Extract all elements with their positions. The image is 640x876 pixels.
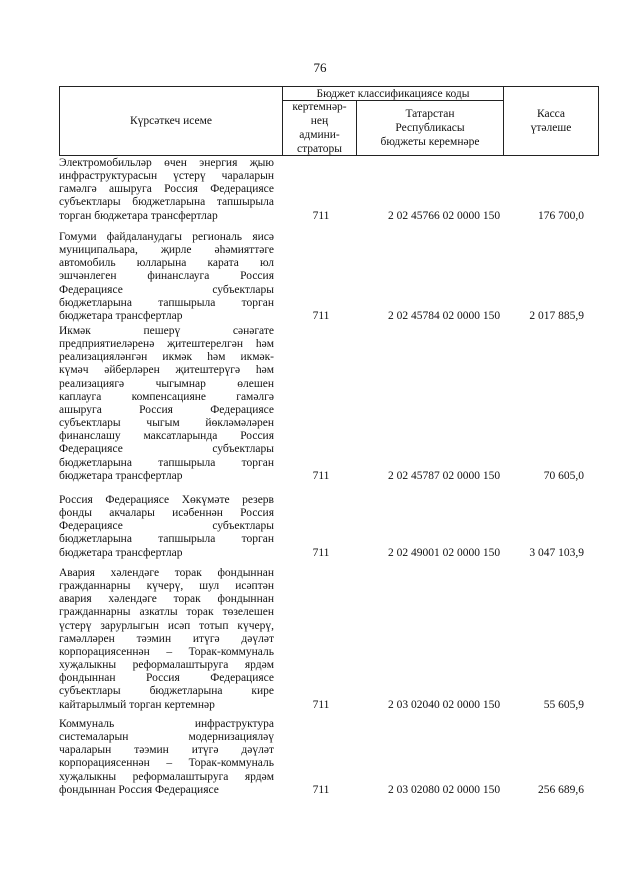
header-indicator-name: Күрсәткеч исеме <box>129 115 213 127</box>
row-description-line: муниципальара, җирле әһәмияттәге <box>59 244 274 257</box>
row-description-line: Федерациясе субъектлары <box>59 443 274 456</box>
row-admin-code: 711 <box>312 309 330 322</box>
row-description-line: фонды акчалары исәбеннән Россия <box>59 507 274 520</box>
row-description-line: фондыннан Россия Федерациясе <box>59 672 274 685</box>
row-budget-code: 2 03 02040 02 0000 150 <box>387 698 501 711</box>
row-description-line: хуҗалыкны реформалаштыруга ярдәм <box>59 659 274 672</box>
row-description-line: каплауга компенсацияне гамәлгә <box>59 390 274 403</box>
row-description-line: корпорациясеннән – Торак-коммуналь <box>59 757 274 770</box>
row-description <box>59 231 274 323</box>
row-description-line: автомобиль юлларына карата юл <box>59 257 274 270</box>
row-description-line: гражданнарны азкатлы торак төзелешен <box>59 606 274 619</box>
row-description-line: бюджетара трансфертлар <box>59 309 183 322</box>
header-budget-code-group: Бюджет классификациясе коды <box>316 87 470 100</box>
row-cash-value: 55 605,9 <box>543 698 584 711</box>
row-budget-code: 2 02 45766 02 0000 150 <box>387 209 501 222</box>
row-description-line: кайтарылмый торган кертемнәр <box>59 698 215 711</box>
row-description-line: системаларын модернизацияләү <box>59 731 274 744</box>
row-admin-code: 711 <box>312 783 330 796</box>
row-budget-code: 2 02 49001 02 0000 150 <box>387 546 501 559</box>
row-description-line: Гомуми файдаланудагы региональ яисә <box>59 231 274 243</box>
header-cash: Касса үтәлеше <box>530 108 572 134</box>
row-description-line: гражданнарны күчерү, шул исәптән <box>59 580 274 593</box>
row-admin-code: 711 <box>312 546 330 559</box>
header-indicator-name-cell <box>59 86 283 156</box>
row-description-line: бюджетларына тапшырыла торган <box>59 533 274 546</box>
row-description-line: Федерациясе субъектлары <box>59 283 274 296</box>
row-budget-code: 2 03 02080 02 0000 150 <box>387 783 501 796</box>
row-description-line: эшчәнлеген финанслауга Россия <box>59 270 274 283</box>
header-budget-code-group-cell <box>282 86 504 101</box>
row-description-line: ашыруга Россия Федерациясе <box>59 403 274 416</box>
row-description-line: күмәч әйберләрен җитештерүгә һәм <box>59 364 274 377</box>
row-cash-value: 3 047 103,9 <box>529 546 584 559</box>
row-cash-value: 176 700,0 <box>538 209 584 222</box>
row-cash-value: 2 017 885,9 <box>529 309 584 322</box>
header-tatarstan-budget-cell <box>356 100 504 156</box>
row-description-line: инфраструктурасын үстерү чараларын <box>59 170 274 183</box>
row-description-line: Икмәк пешерү сәнәгате <box>59 325 274 337</box>
row-description-line: Коммуналь инфраструктура <box>59 718 274 730</box>
row-description-line: Авария хәлендәге торак фондыннан <box>59 567 274 579</box>
row-description-line: гамәлгә ашыруга Россия Федерациясе <box>59 183 274 196</box>
row-description-line: фондыннан Россия Федерациясе <box>59 783 219 796</box>
row-description-line: субъектлары чыгым йөкләмәләрен <box>59 417 274 430</box>
row-admin-code: 711 <box>312 469 330 482</box>
row-description-line: авария хәлендәге торак фондыннан <box>59 593 274 606</box>
row-description-line: Электромобильләр өчен энергия җыю <box>59 157 274 169</box>
row-admin-code: 711 <box>312 209 330 222</box>
row-description-line: хуҗалыкны реформалаштыруга ярдәм <box>59 770 274 783</box>
row-description-line: предприятиеләренә җитештерелгән һәм <box>59 338 274 351</box>
row-budget-code: 2 02 45787 02 0000 150 <box>387 469 501 482</box>
row-description-line: корпорациясеннән – Торак-коммуналь <box>59 645 274 658</box>
row-description-line: бюджетара трансфертлар <box>59 469 183 482</box>
row-description <box>59 494 274 560</box>
header-cash-cell <box>503 86 599 156</box>
row-description-line: үстерү зарурлыгын исәп тотып күчерү, <box>59 619 274 632</box>
row-admin-code: 711 <box>312 698 330 711</box>
row-description-line: субъектлары бюджетларына тапшырыла <box>59 196 274 209</box>
header-tatarstan-budget: Татарстан Республикасы бюджеты керемнәре <box>380 108 480 148</box>
row-description <box>59 718 274 797</box>
row-description <box>59 157 274 223</box>
header-admin: кертемнәр- нең админи- страторы <box>292 101 347 155</box>
row-description-line: Федерациясе субъектлары <box>59 520 274 533</box>
row-budget-code: 2 02 45784 02 0000 150 <box>387 309 501 322</box>
row-description <box>59 567 274 712</box>
page-number: 76 <box>313 60 327 75</box>
row-description <box>59 325 274 483</box>
row-description-line: финанслашу максатларында Россия <box>59 430 274 443</box>
row-cash-value: 70 605,0 <box>543 469 584 482</box>
row-description-line: бюджетларына тапшырыла торган <box>59 456 274 469</box>
row-cash-value: 256 689,6 <box>538 783 584 796</box>
header-admin-cell <box>282 100 357 156</box>
row-description-line: гамәлләрен тәэмин итүгә дәүләт <box>59 632 274 645</box>
row-description-line: бюджетларына тапшырыла торган <box>59 296 274 309</box>
row-description-line: Россия Федерациясе Хөкүмәте резерв <box>59 494 274 506</box>
row-description-line: реализацияләнгән икмәк һәм икмәк- <box>59 351 274 364</box>
row-description-line: реализациягә чыгымнар өлешен <box>59 377 274 390</box>
row-description-line: бюджетара трансфертлар <box>59 546 183 559</box>
row-description-line: субъектлары бюджетларына кире <box>59 685 274 698</box>
row-description-line: торган бюджетара трансфертлар <box>59 209 218 222</box>
row-description-line: чараларын тәэмин итүгә дәүләт <box>59 744 274 757</box>
